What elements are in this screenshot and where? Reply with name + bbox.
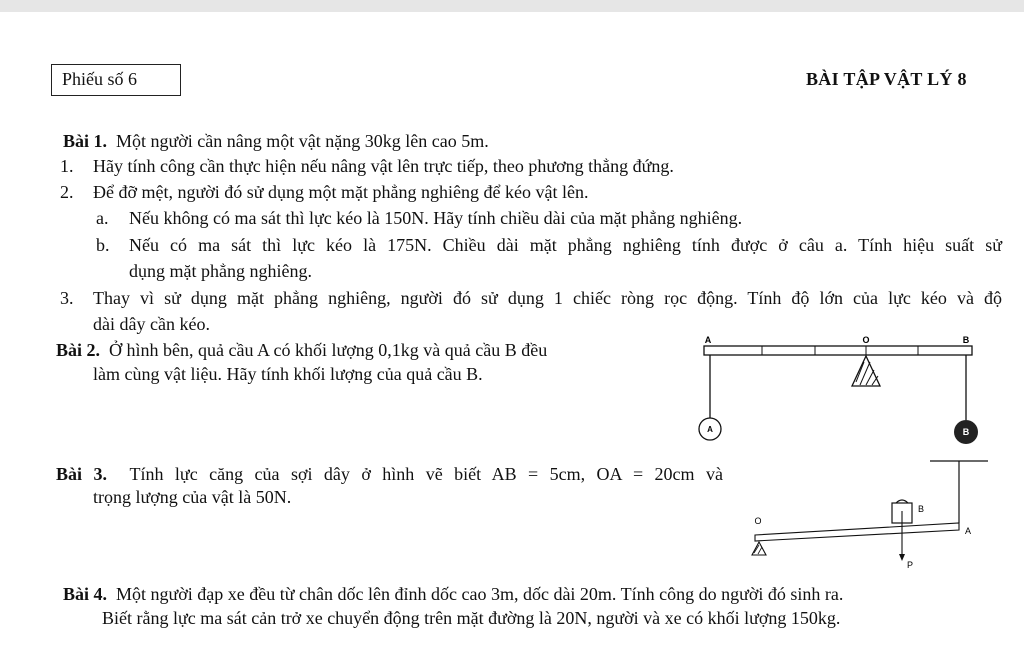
bai3-lever-figure	[745, 455, 995, 580]
ball-b-label: B	[962, 427, 970, 437]
bai1-q3-line1: Thay vì sử dụng mặt phẳng nghiêng, người đó sử dụng 1 chiếc ròng rọc động. Tính độ lớn của lực kéo và độ	[93, 288, 1002, 308]
bai1-q2-num: 2.	[60, 182, 74, 202]
bai3-line2: trọng lượng của vật là 50N.	[93, 487, 292, 507]
bai3-line1	[56, 463, 723, 485]
sheet-number-box	[51, 64, 181, 96]
bai2-line1	[56, 339, 547, 361]
fig2-label-o: O	[862, 335, 870, 345]
fig3-label-o: O	[754, 516, 762, 526]
bai4-label: Bài 4.	[63, 584, 108, 604]
bai2-lever-figure	[690, 332, 1000, 452]
bai1-q2b-line2: dụng mặt phẳng nghiêng.	[129, 261, 312, 281]
bai1-q2: Để đỡ mệt, người đó sử dụng một mặt phẳng nghiêng để kéo vật lên.	[93, 182, 589, 202]
bai2-text-line1: Ở hình bên, quả cầu A có khối lượng 0,1kg và quả cầu B đều	[109, 340, 548, 360]
fig2-label-b: B	[962, 335, 970, 345]
fig3-label-p: P	[907, 560, 914, 570]
bai1-q2b-line1: Nếu có ma sát thì lực kéo là 175N. Chiều dài mặt phẳng nghiêng tính được ở câu a. Tính hiệu suất sử	[129, 235, 1002, 255]
bai1-q3-line2: dài dây cần kéo.	[93, 314, 210, 334]
sheet-number-label: Phiếu số 6	[62, 69, 138, 89]
bai2-line2: làm cùng vật liệu. Hãy tính khối lượng của quả cầu B.	[93, 364, 483, 384]
bai1-q2a-num: a.	[96, 208, 109, 228]
bai3-label: Bài 3.	[56, 464, 107, 484]
ball-a-label: A	[707, 425, 713, 434]
bai2-label: Bài 2.	[56, 340, 101, 360]
fig2-label-a: A	[704, 335, 712, 345]
top-bar	[0, 0, 1024, 12]
bai1-q3-num: 3.	[60, 288, 74, 308]
bai1-q2b-num: b.	[96, 235, 110, 255]
fig3-label-b: B	[918, 504, 925, 514]
bai1-intro-line	[63, 130, 489, 152]
bai4-line1	[63, 583, 843, 605]
bai1-intro: Một người cần nâng một vật nặng 30kg lên cao 5m.	[116, 131, 489, 151]
bai4-line2: Biết rằng lực ma sát cản trở xe chuyển động trên mặt đường là 20N, người và xe có khối lượng 150kg.	[102, 608, 841, 628]
bai1-q1-num: 1.	[60, 156, 74, 176]
bai3-text-line1: Tính lực căng của sợi dây ở hình vẽ biết AB = 5cm, OA = 20cm và	[129, 464, 723, 484]
bai4-text-line1: Một người đạp xe đều từ chân dốc lên đỉnh dốc cao 3m, dốc dài 20m. Tính công do người đó sinh ra.	[116, 584, 844, 604]
bai1-q1: Hãy tính công cần thực hiện nếu nâng vật lên trực tiếp, theo phương thẳng đứng.	[93, 156, 674, 176]
lever-beam	[755, 523, 959, 541]
bai1-label: Bài 1.	[63, 131, 108, 151]
fig3-label-a: A	[965, 526, 972, 536]
lever-bar	[704, 346, 972, 355]
bai1-q2a: Nếu không có ma sát thì lực kéo là 150N. Hãy tính chiều dài của mặt phẳng nghiêng.	[129, 208, 743, 228]
page-title: BÀI TẬP VẬT LÝ 8	[806, 69, 967, 89]
